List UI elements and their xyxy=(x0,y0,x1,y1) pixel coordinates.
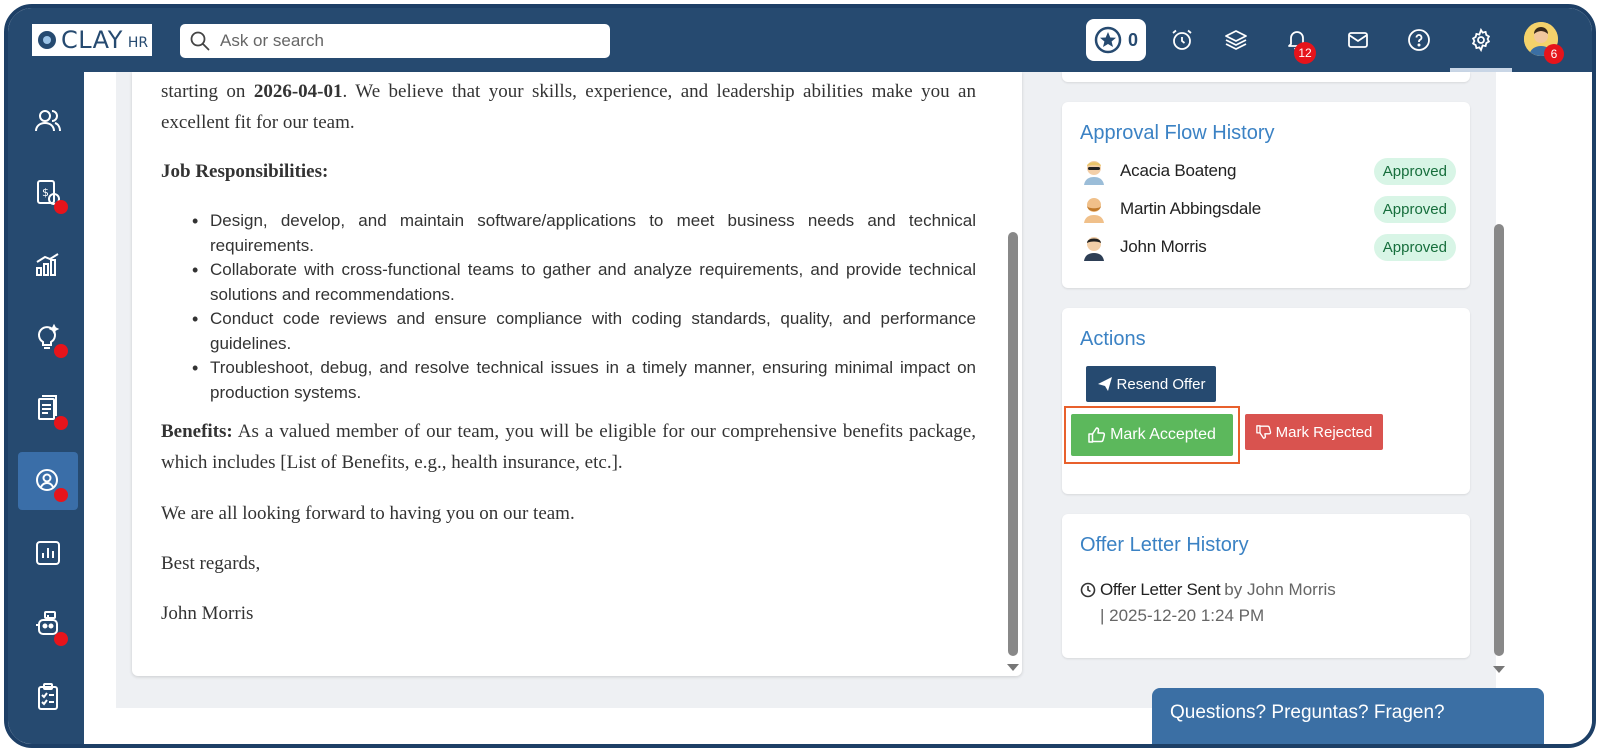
letter-intro-paragraph xyxy=(161,76,976,138)
layers-button[interactable] xyxy=(1222,26,1250,54)
mark-accepted-label: Mark Accepted xyxy=(1110,426,1216,443)
letter-sign-off: Best regards, xyxy=(161,553,261,574)
mail-icon xyxy=(1346,28,1370,52)
sidebar-item-people[interactable] xyxy=(18,92,78,150)
side-scrollbar-thumb[interactable] xyxy=(1494,224,1504,656)
letter-responsibilities-heading xyxy=(161,156,976,187)
logo-mark-icon xyxy=(38,31,56,49)
history-event-date: | 2025-12-20 1:24 PM xyxy=(1100,606,1265,625)
letter-benefits-paragraph xyxy=(161,416,976,478)
sidebar-item-analytics[interactable] xyxy=(18,236,78,294)
letter-scroll-down-arrow[interactable] xyxy=(1007,664,1019,671)
approver-row xyxy=(1080,192,1456,226)
previous-panel-edge xyxy=(1062,72,1470,82)
approver-row xyxy=(1080,230,1456,264)
history-event-label: Offer Letter Sent xyxy=(1100,580,1221,599)
benefits-text: As a valued member of our team, you will be eligible for our comprehensive benefits package, which includes [List of Benefits, e.g., health insurance, etc.]. xyxy=(161,421,976,473)
sidebar-item-reports[interactable] xyxy=(18,524,78,582)
approver-avatar xyxy=(1080,195,1108,223)
offer-letter-preview xyxy=(132,72,1022,676)
resend-offer-button[interactable] xyxy=(1086,366,1216,402)
list-item: • Troubleshoot, debug, and resolve technical issues in a timely manner, ensuring minimal impact on production systems. xyxy=(161,356,976,405)
approver-avatar xyxy=(1080,157,1108,185)
approver-row xyxy=(1080,154,1456,188)
points-button[interactable] xyxy=(1086,19,1146,61)
gear-icon xyxy=(1469,28,1493,52)
logo-subtext: HR xyxy=(127,35,149,51)
people-icon xyxy=(33,106,63,136)
sidebar-item-ideas[interactable] xyxy=(18,308,78,366)
letter-start-date: 2026-04-01 xyxy=(253,81,343,102)
benefits-label: Benefits: xyxy=(161,421,233,442)
sidebar-assistant-alert-dot xyxy=(54,632,68,646)
help-button[interactable] xyxy=(1405,26,1433,54)
actions-title: Actions xyxy=(1080,328,1146,350)
sidebar-item-recruiting[interactable] xyxy=(18,452,78,510)
main-content xyxy=(84,72,1592,744)
side-scroll-down-arrow[interactable] xyxy=(1493,666,1505,673)
notifications-badge: 12 xyxy=(1294,42,1316,64)
responsibilities-heading-text: Job Responsibilities: xyxy=(161,161,329,182)
checklist-icon xyxy=(33,682,63,712)
list-item: • Collaborate with cross-functional teams to gather and analyze requirements, and provide technical solutions and recommendations. xyxy=(161,258,976,307)
svg-text:$: $ xyxy=(42,186,49,199)
thumbs-down-icon xyxy=(1256,424,1272,440)
approval-flow-panel xyxy=(1062,102,1470,288)
app-window xyxy=(4,4,1596,748)
sidebar-documents-alert-dot xyxy=(54,416,68,430)
approver-name: John Morris xyxy=(1120,237,1207,256)
letter-closing-line: We are all looking forward to having you on our team. xyxy=(161,503,575,524)
search-box[interactable] xyxy=(180,24,610,58)
alarm-button[interactable] xyxy=(1168,26,1196,54)
star-icon xyxy=(1094,26,1122,54)
actions-panel xyxy=(1062,308,1470,494)
sidebar-payroll-alert-dot xyxy=(54,200,68,214)
offer-letter-history-panel xyxy=(1062,514,1470,658)
top-navigation-bar xyxy=(8,8,1592,72)
sidebar-item-documents[interactable] xyxy=(18,380,78,438)
list-item: • Conduct code reviews and ensure compliance with coding standards, quality, and performance guidelines. xyxy=(161,307,976,356)
approver-name: Martin Abbingsdale xyxy=(1120,199,1261,218)
sidebar-item-assistant[interactable] xyxy=(18,596,78,654)
sidebar-recruiting-alert-dot xyxy=(54,488,68,502)
user-avatar-badge: 6 xyxy=(1544,44,1564,64)
sidebar-item-payroll[interactable] xyxy=(18,164,78,222)
thumbs-up-icon xyxy=(1088,426,1106,444)
send-icon xyxy=(1097,376,1113,392)
letter-scrollbar-thumb[interactable] xyxy=(1008,232,1018,656)
approved-status-badge: Approved xyxy=(1374,196,1456,223)
mark-rejected-button[interactable] xyxy=(1245,414,1383,450)
list-item: • Design, develop, and maintain software/applications to meet business needs and technical requirements. xyxy=(161,209,976,258)
points-count: 0 xyxy=(1127,29,1138,50)
search-input[interactable] xyxy=(220,31,600,51)
help-icon xyxy=(1407,28,1431,52)
approver-name: Acacia Boateng xyxy=(1120,161,1237,180)
left-sidebar xyxy=(8,72,84,748)
history-event-author: by John Morris xyxy=(1224,580,1336,599)
messages-button[interactable] xyxy=(1344,26,1372,54)
approver-avatar xyxy=(1080,233,1108,261)
reports-icon xyxy=(33,538,63,568)
resend-offer-label: Resend Offer xyxy=(1116,375,1206,393)
sidebar-item-checklist[interactable] xyxy=(18,668,78,726)
settings-button[interactable] xyxy=(1467,26,1495,54)
letter-responsibilities-list xyxy=(161,209,976,405)
layers-icon xyxy=(1224,28,1248,52)
clayhr-logo[interactable] xyxy=(32,24,152,56)
analytics-icon xyxy=(33,250,63,280)
letter-intro-prefix: starting on xyxy=(161,81,254,102)
approved-status-badge: Approved xyxy=(1374,234,1456,261)
mark-rejected-label: Mark Rejected xyxy=(1275,423,1373,441)
clock-icon xyxy=(1080,582,1096,598)
mark-accepted-button[interactable] xyxy=(1071,414,1233,456)
approved-status-badge: Approved xyxy=(1374,158,1456,185)
search-icon xyxy=(190,31,210,51)
support-chat-tab[interactable]: Questions? Preguntas? Fragen? xyxy=(1152,688,1544,748)
history-entry xyxy=(1080,580,1336,600)
offer-letter-history-title: Offer Letter History xyxy=(1080,534,1249,556)
approval-flow-title: Approval Flow History xyxy=(1080,122,1275,144)
sidebar-ideas-alert-dot xyxy=(54,344,68,358)
letter-signature: John Morris xyxy=(161,603,254,624)
logo-text: CLAY xyxy=(61,26,123,54)
alarm-clock-icon xyxy=(1170,28,1194,52)
letter-intro-suffix: . We believe that your skills, experience, and leadership abilities make you an excellent fit for our team. xyxy=(161,81,976,133)
